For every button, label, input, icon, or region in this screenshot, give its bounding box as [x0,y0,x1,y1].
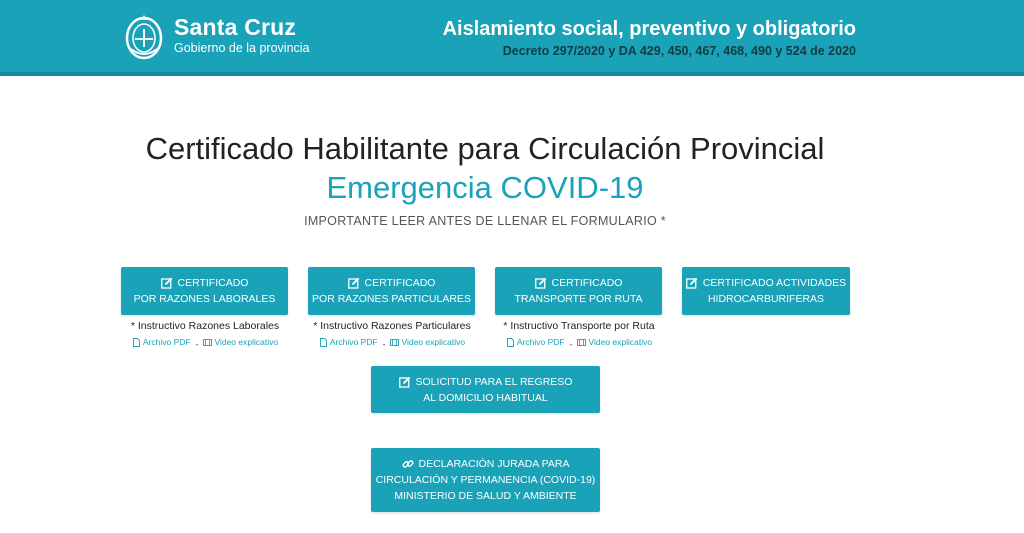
button-label-line2: AL DOMICILIO HABITUAL [423,391,548,404]
button-label-line2: POR RAZONES PARTICULARES [312,293,471,305]
edit-icon [399,376,411,388]
header-title: Aislamiento social, preventivo y obligatorio [442,18,856,40]
button-label-line2: HIDROCARBURIFERAS [707,293,825,305]
button-label-line2: POR RAZONES LABORALES [133,293,276,305]
button-label-line1: CERTIFICADO ACTIVIDADES [702,277,847,289]
link-icon [402,458,414,470]
video-link[interactable]: Video explicativo [577,337,652,347]
instructivo-links: Archivo PDF - Video explicativo [121,337,289,349]
edit-icon [348,277,360,289]
file-pdf-icon [506,338,515,347]
button-label-line3: MINISTERIO DE SALUD Y AMBIENTE [394,490,577,502]
certificado-laborales-button[interactable] [121,267,288,315]
brand-subtitle[interactable]: Gobierno de la provincia [174,41,310,55]
page-title: Certificado Habilitante para Circulación Provincial [145,131,825,166]
important-notice: IMPORTANTE LEER ANTES DE LLENAR EL FORMULARIO * [304,214,666,228]
video-link[interactable]: Video explicativo [390,337,465,347]
button-label-line1: CERTIFICADO [364,277,436,289]
file-pdf-icon [319,338,328,347]
button-label-line1: CERTIFICADO [177,277,249,289]
instructivo-links: Archivo PDF - Video explicativo [495,337,663,349]
declaracion-jurada-button[interactable] [371,448,600,512]
instructivo-links: Archivo PDF - Video explicativo [308,337,476,349]
edit-icon [535,277,547,289]
edit-icon [161,277,173,289]
certificado-hidrocarburiferas-button[interactable] [682,267,850,315]
header-decree: Decreto 297/2020 y DA 429, 450, 467, 468, 490 y 524 de 2020 [502,44,856,58]
button-label-line1: SOLICITUD PARA EL REGRESO [415,375,573,388]
brand-name[interactable]: Santa Cruz [174,14,297,40]
edit-icon [686,277,698,289]
certificado-particulares-button[interactable] [308,267,475,315]
instructivo-transporte: * Instructivo Transporte por Ruta [503,320,655,332]
button-label-line1: DECLARACIÓN JURADA PARA [418,458,570,470]
province-seal-icon[interactable] [123,11,165,61]
film-icon [203,338,212,347]
button-label-line2: TRANSPORTE POR RUTA [514,293,643,305]
page-subtitle: Emergencia COVID-19 [326,170,644,205]
film-icon [390,338,399,347]
site-header [0,0,1024,76]
solicitud-regreso-button[interactable] [371,366,600,413]
video-link[interactable]: Video explicativo [203,337,278,347]
pdf-link[interactable]: Archivo PDF [319,337,378,347]
film-icon [577,338,586,347]
certificado-transporte-button[interactable] [495,267,662,315]
button-label-line2: CIRCULACIÓN Y PERMANENCIA (COVID-19) [375,474,596,486]
pdf-link[interactable]: Archivo PDF [132,337,191,347]
button-label-line1: CERTIFICADO [551,277,623,289]
file-pdf-icon [132,338,141,347]
instructivo-laborales: * Instructivo Razones Laborales [130,320,280,332]
pdf-link[interactable]: Archivo PDF [506,337,565,347]
instructivo-particulares: * Instructivo Razones Particulares [313,320,471,332]
